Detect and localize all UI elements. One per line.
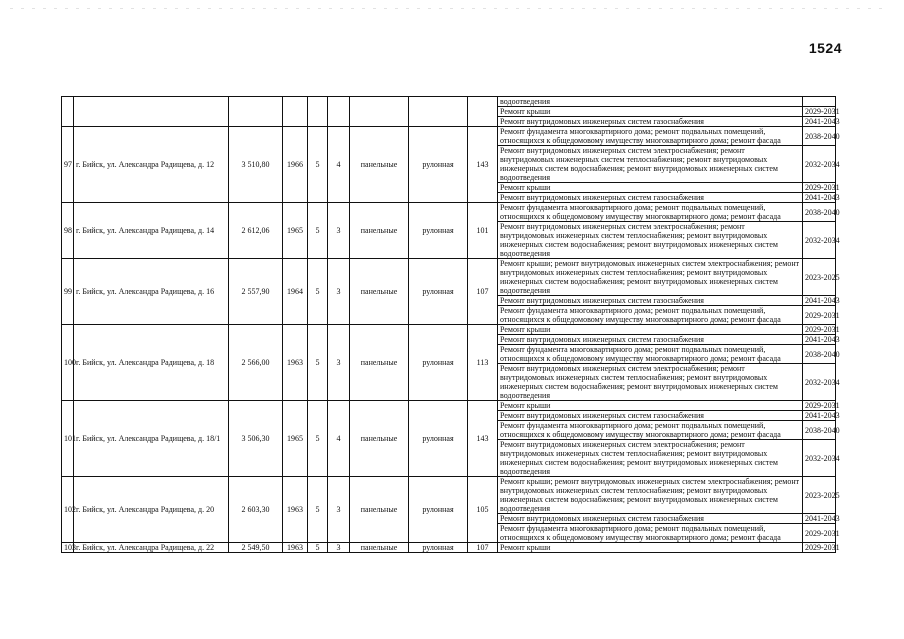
work-description: Ремонт фундамента многоквартирного дома; ремонт подвальных помещений, относящихся к общедомовому имуществу многоквартирного дома; ремонт фасада	[498, 127, 803, 146]
work-period: 2032-2034	[803, 440, 836, 477]
work-description: Ремонт внутридомовых инженерных систем электроснабжения; ремонт внутридомовых инженерных систем теплоснабжения; ремонт внутридомовых инженерных систем водоснабжения; ремонт внутридомовых инженерных систем водоотведения	[498, 222, 803, 259]
work-period: 2029-2031	[803, 524, 836, 543]
empty-cell	[62, 97, 74, 127]
total-area: 2 549,50	[229, 543, 283, 553]
work-description: Ремонт крыши	[498, 325, 803, 335]
work-description: Ремонт внутридомовых инженерных систем электроснабжения; ремонт внутридомовых инженерных систем теплоснабжения; ремонт внутридомовых инженерных систем водоснабжения; ремонт внутридомовых инженерных систем водоотведения	[498, 364, 803, 401]
work-period: 2032-2034	[803, 146, 836, 183]
table-row	[62, 259, 836, 296]
floor-count: 5	[308, 401, 328, 477]
table-row	[62, 203, 836, 222]
table-row	[62, 401, 836, 411]
work-description: Ремонт внутридомовых инженерных систем газоснабжения	[498, 193, 803, 203]
empty-cell	[283, 97, 308, 127]
work-period: 2041-2043	[803, 193, 836, 203]
work-description: Ремонт фундамента многоквартирного дома; ремонт подвальных помещений, относящихся к общедомовому имуществу многоквартирного дома; ремонт фасада	[498, 203, 803, 222]
commissioning-year: 1966	[283, 127, 308, 203]
total-area: 2 557,90	[229, 259, 283, 325]
total-area: 3 510,80	[229, 127, 283, 203]
roof-type: рулонная	[409, 127, 468, 203]
commissioning-year: 1963	[283, 543, 308, 553]
work-description: Ремонт фундамента многоквартирного дома; ремонт подвальных помещений, относящихся к общедомовому имуществу многоквартирного дома; ремонт фасада	[498, 306, 803, 325]
work-period: 2032-2034	[803, 364, 836, 401]
work-description: Ремонт внутридомовых инженерных систем газоснабжения	[498, 296, 803, 306]
row-number: 98	[62, 203, 74, 259]
table-row	[62, 543, 836, 553]
work-description: Ремонт крыши	[498, 401, 803, 411]
house-address: г. Бийск, ул. Александра Радищева, д. 22	[74, 543, 229, 553]
work-period: 2029-2031	[803, 543, 836, 553]
empty-cell	[350, 97, 409, 127]
work-period: 2038-2040	[803, 421, 836, 440]
work-period: 2038-2040	[803, 345, 836, 364]
house-address: г. Бийск, ул. Александра Радищева, д. 18/1	[74, 401, 229, 477]
floor-count: 5	[308, 477, 328, 543]
wall-material: панельные	[350, 203, 409, 259]
apartment-count: 107	[468, 259, 498, 325]
table-body	[62, 97, 840, 553]
work-period: 2038-2040	[803, 203, 836, 222]
floor-count: 5	[308, 203, 328, 259]
continuation-row	[62, 97, 836, 107]
work-description: Ремонт внутридомовых инженерных систем газоснабжения	[498, 335, 803, 345]
total-area: 2 603,30	[229, 477, 283, 543]
work-period: 2041-2043	[803, 296, 836, 306]
work-period	[803, 97, 836, 107]
entrance-count: 3	[328, 259, 350, 325]
work-description: Ремонт внутридомовых инженерных систем газоснабжения	[498, 117, 803, 127]
work-period: 2023-2025	[803, 259, 836, 296]
table-row	[62, 477, 836, 514]
work-period: 2029-2031	[803, 401, 836, 411]
work-period: 2032-2034	[803, 222, 836, 259]
scan-noise	[10, 8, 890, 9]
work-description: Ремонт внутридомовых инженерных систем газоснабжения	[498, 411, 803, 421]
total-area: 2 566,00	[229, 325, 283, 401]
work-description: водоотведения	[498, 97, 803, 107]
row-number: 97	[62, 127, 74, 203]
work-description: Ремонт фундамента многоквартирного дома; ремонт подвальных помещений, относящихся к общедомовому имуществу многоквартирного дома; ремонт фасада	[498, 524, 803, 543]
commissioning-year: 1965	[283, 203, 308, 259]
work-description: Ремонт внутридомовых инженерных систем электроснабжения; ремонт внутридомовых инженерных систем теплоснабжения; ремонт внутридомовых инженерных систем водоснабжения; ремонт внутридомовых инженерных систем водоотведения	[498, 440, 803, 477]
row-number: 99	[62, 259, 74, 325]
wall-material: панельные	[350, 127, 409, 203]
empty-cell	[74, 97, 229, 127]
house-address: г. Бийск, ул. Александра Радищева, д. 18	[74, 325, 229, 401]
table-row	[62, 127, 836, 146]
roof-type: рулонная	[409, 543, 468, 553]
house-address: г. Бийск, ул. Александра Радищева, д. 14	[74, 203, 229, 259]
apartment-count: 113	[468, 325, 498, 401]
floor-count: 5	[308, 127, 328, 203]
roof-type: рулонная	[409, 477, 468, 543]
work-period: 2029-2031	[803, 306, 836, 325]
house-address: г. Бийск, ул. Александра Радищева, д. 16	[74, 259, 229, 325]
wall-material: панельные	[350, 259, 409, 325]
entrance-count: 4	[328, 127, 350, 203]
roof-type: рулонная	[409, 203, 468, 259]
house-address: г. Бийск, ул. Александра Радищева, д. 12	[74, 127, 229, 203]
table-row	[62, 325, 836, 335]
work-description: Ремонт внутридомовых инженерных систем газоснабжения	[498, 514, 803, 524]
house-address: г. Бийск, ул. Александра Радищева, д. 20	[74, 477, 229, 543]
entrance-count: 3	[328, 543, 350, 553]
row-number: 102	[62, 477, 74, 543]
commissioning-year: 1963	[283, 325, 308, 401]
roof-type: рулонная	[409, 259, 468, 325]
work-description: Ремонт крыши; ремонт внутридомовых инженерных систем электроснабжения; ремонт внутридомовых инженерных систем теплоснабжения; ремонт внутридомовых инженерных систем водоснабжения; ремонт внутридомовых инженерных систем водоотведения	[498, 259, 803, 296]
row-number: 101	[62, 401, 74, 477]
apartment-count: 101	[468, 203, 498, 259]
work-description: Ремонт фундамента многоквартирного дома; ремонт подвальных помещений, относящихся к общедомовому имуществу многоквартирного дома; ремонт фасада	[498, 345, 803, 364]
work-period: 2041-2043	[803, 335, 836, 345]
row-number: 103	[62, 543, 74, 553]
row-number: 100	[62, 325, 74, 401]
apartment-count: 143	[468, 127, 498, 203]
roof-type: рулонная	[409, 401, 468, 477]
wall-material: панельные	[350, 477, 409, 543]
empty-cell	[328, 97, 350, 127]
work-period: 2029-2031	[803, 107, 836, 117]
work-period: 2038-2040	[803, 127, 836, 146]
page-number: 1524	[808, 40, 842, 56]
wall-material: панельные	[350, 543, 409, 553]
entrance-count: 3	[328, 203, 350, 259]
total-area: 2 612,06	[229, 203, 283, 259]
work-description: Ремонт крыши	[498, 107, 803, 117]
empty-cell	[229, 97, 283, 127]
work-period: 2029-2031	[803, 325, 836, 335]
work-description: Ремонт крыши	[498, 183, 803, 193]
floor-count: 5	[308, 543, 328, 553]
work-description: Ремонт крыши	[498, 543, 803, 553]
work-period: 2023-2025	[803, 477, 836, 514]
work-period: 2029-2031	[803, 183, 836, 193]
work-period: 2041-2043	[803, 411, 836, 421]
empty-cell	[409, 97, 468, 127]
apartment-count: 143	[468, 401, 498, 477]
apartment-count: 107	[468, 543, 498, 553]
roof-type: рулонная	[409, 325, 468, 401]
floor-count: 5	[308, 259, 328, 325]
commissioning-year: 1965	[283, 401, 308, 477]
work-period: 2041-2043	[803, 514, 836, 524]
capital-repair-table	[61, 96, 840, 553]
entrance-count: 3	[328, 477, 350, 543]
work-description: Ремонт крыши; ремонт внутридомовых инженерных систем электроснабжения; ремонт внутридомовых инженерных систем теплоснабжения; ремонт внутридомовых инженерных систем водоснабжения; ремонт внутридомовых инженерных систем водоотведения	[498, 477, 803, 514]
apartment-count: 105	[468, 477, 498, 543]
commissioning-year: 1964	[283, 259, 308, 325]
floor-count: 5	[308, 325, 328, 401]
entrance-count: 3	[328, 325, 350, 401]
wall-material: панельные	[350, 401, 409, 477]
work-description: Ремонт внутридомовых инженерных систем электроснабжения; ремонт внутридомовых инженерных систем теплоснабжения; ремонт внутридомовых инженерных систем водоснабжения; ремонт внутридомовых инженерных систем водоотведения	[498, 146, 803, 183]
work-description: Ремонт фундамента многоквартирного дома; ремонт подвальных помещений, относящихся к общедомовому имуществу многоквартирного дома; ремонт фасада	[498, 421, 803, 440]
wall-material: панельные	[350, 325, 409, 401]
work-period: 2041-2043	[803, 117, 836, 127]
empty-cell	[468, 97, 498, 127]
commissioning-year: 1963	[283, 477, 308, 543]
empty-cell	[308, 97, 328, 127]
total-area: 3 506,30	[229, 401, 283, 477]
entrance-count: 4	[328, 401, 350, 477]
